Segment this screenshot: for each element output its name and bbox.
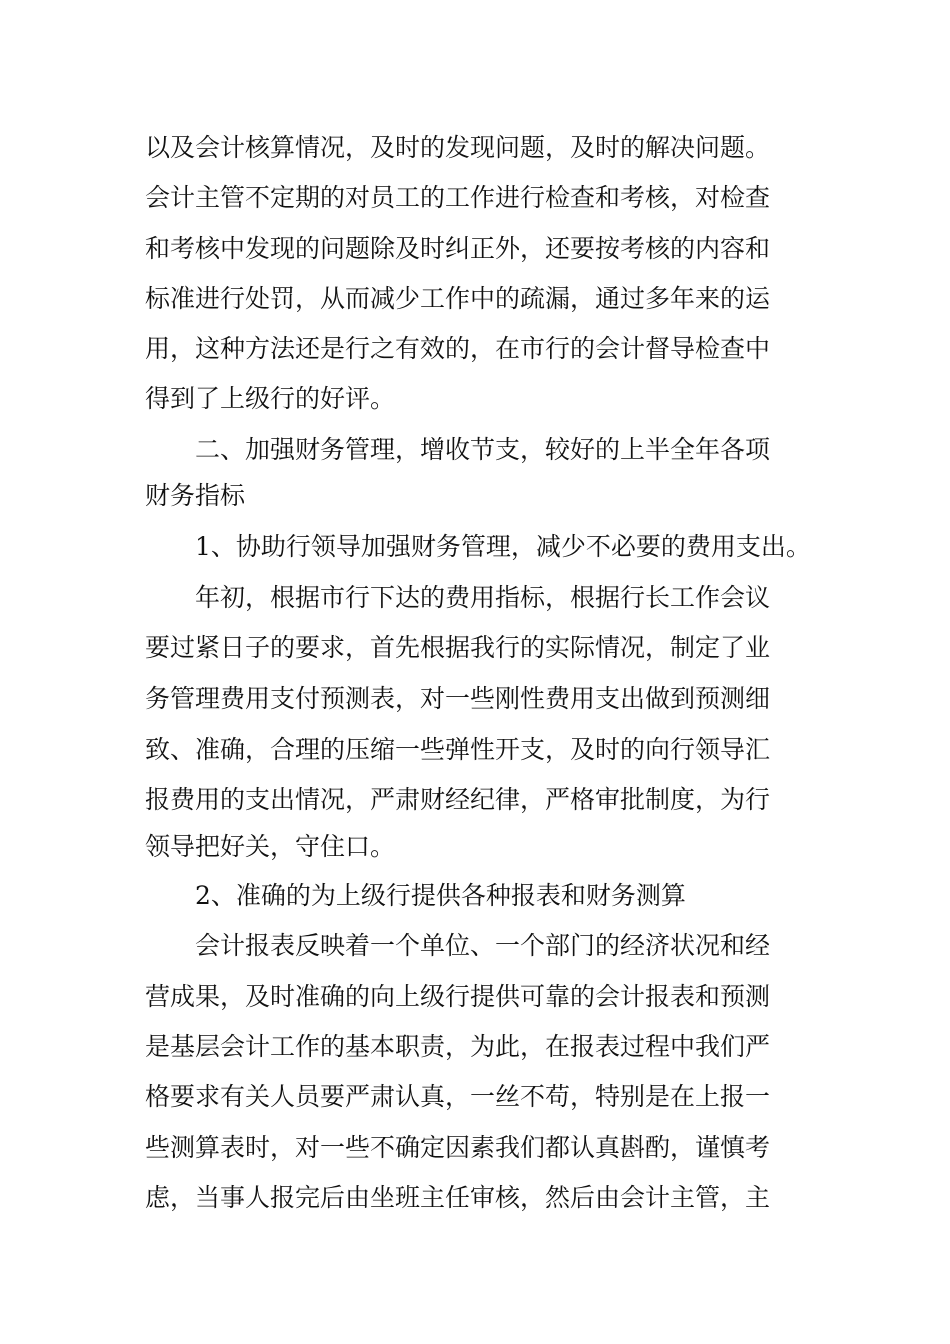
text-line-18: 营成果，及时准确的向上级行提供可靠的会计报表和预测 (145, 982, 771, 1011)
text-line-8: 财务指标 (145, 481, 246, 510)
text-line-2: 会计主管不定期的对员工的工作进行检查和考核，对检查 (145, 183, 771, 212)
text-line-10: 年初，根据市行下达的费用指标，根据行长工作会议 (195, 583, 771, 612)
text-line-17: 会计报表反映着一个单位、一个部门的经济状况和经 (195, 931, 771, 960)
text-line-14: 报费用的支出情况，严肃财经纪律，严格审批制度，为行 (145, 785, 771, 814)
text-line-19: 是基层会计工作的基本职责，为此，在报表过程中我们严 (145, 1032, 771, 1061)
text-line-3: 和考核中发现的问题除及时纠正外，还要按考核的内容和 (145, 234, 771, 263)
text-line-6: 得到了上级行的好评。 (145, 384, 396, 413)
text-line-7: 二、加强财务管理，增收节支，较好的上半全年各项 (195, 435, 771, 464)
text-line-11: 要过紧日子的要求，首先根据我行的实际情况，制定了业 (145, 633, 771, 662)
text-line-1: 以及会计核算情况，及时的发现问题，及时的解决问题。 (145, 133, 771, 162)
text-line-20: 格要求有关人员要严肃认真，一丝不苟，特别是在上报一 (145, 1082, 771, 1111)
text-line-12: 务管理费用支付预测表，对一些刚性费用支出做到预测细 (145, 684, 771, 713)
text-line-13: 致、准确，合理的压缩一些弹性开支，及时的向行领导汇 (145, 735, 771, 764)
text-line-21: 些测算表时，对一些不确定因素我们都认真斟酌，谨慎考 (145, 1133, 771, 1162)
text-line-22: 虑，当事人报完后由坐班主任审核，然后由会计主管，主 (145, 1183, 771, 1212)
text-line-16: 2、准确的为上级行提供各种报表和财务测算 (195, 881, 686, 910)
text-line-4: 标准进行处罚，从而减少工作中的疏漏，通过多年来的运 (145, 284, 771, 313)
text-line-9: 1、协助行领导加强财务管理，减少不必要的费用支出。 (195, 532, 811, 561)
text-line-5: 用，这种方法还是行之有效的，在市行的会计督导检查中 (145, 334, 771, 363)
text-line-15: 领导把好关，守住口。 (145, 832, 396, 861)
